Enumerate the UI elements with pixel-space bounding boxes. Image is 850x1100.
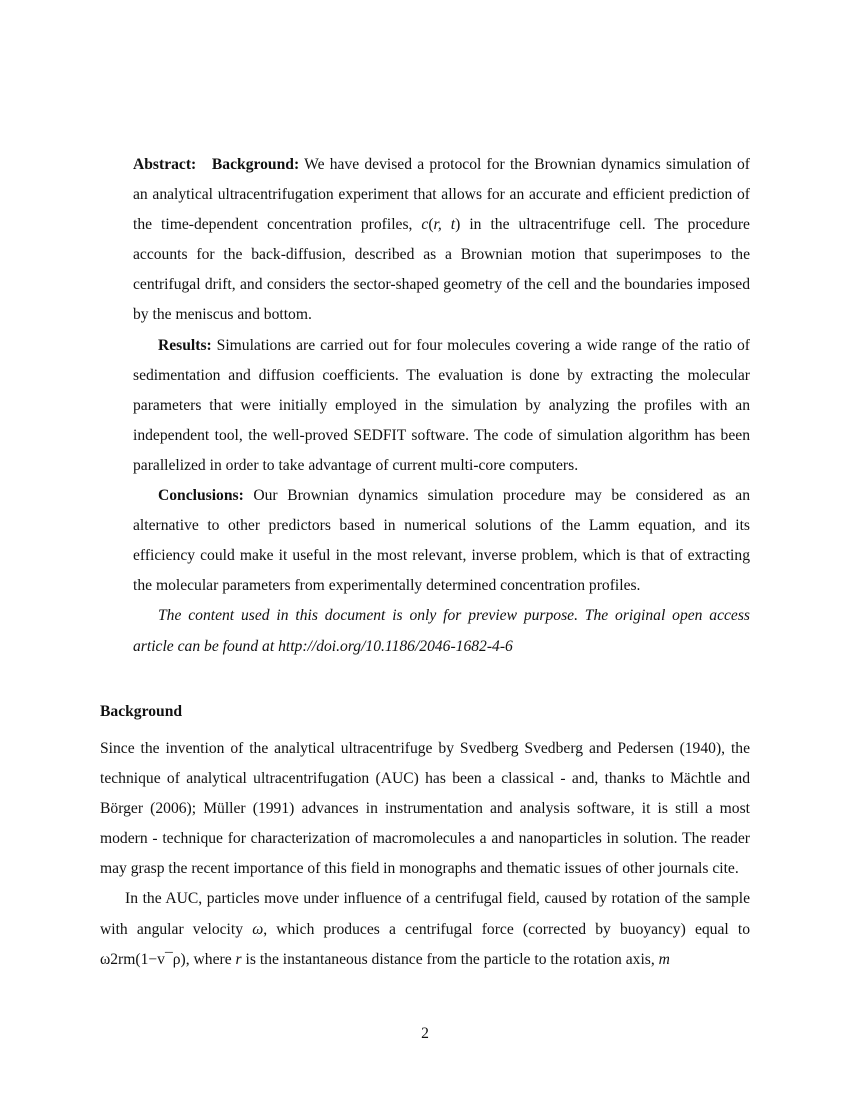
background-text-2: in the ultracentrifuge cell. The procedure accounts for the back-diffusion, described as a Brownian motion that superimposes to the centrifugal drift, and considers the sector-shaped geometry of the cell and the boundaries imposed by the meniscus and bottom. bbox=[133, 216, 750, 324]
omega-symbol: ω bbox=[252, 920, 264, 938]
background-section bbox=[100, 697, 750, 975]
abstract-results bbox=[133, 331, 750, 481]
preview-note: The content used in this document is only for preview purpose. The original open access article can be found at http://doi.org/10.1186/2046-1682-4-6 bbox=[133, 607, 750, 655]
section-title: Background bbox=[100, 703, 183, 720]
results-text: Simulations are carried out for four molecules covering a wide range of the ratio of sedimentation and diffusion coefficients. The evaluation is done by extracting the molecular parameters that were initially employed in the simulation by analyzing the profiles with an independent tool, the well-proved SEDFIT software. The code of simulation algorithm has been parallelized in order to take advantage of current multi-core computers. bbox=[133, 336, 750, 474]
results-label: Results: bbox=[158, 336, 212, 354]
abstract-background bbox=[133, 150, 750, 331]
concentration-args: r, t bbox=[433, 216, 456, 234]
centrifugal-formula: ω2rm(1−v¯ρ) bbox=[100, 950, 186, 968]
conclusions-text: Our Brownian dynamics simulation procedure may be considered as an alternative to other predictors based in numerical solutions of the Lamm equation, and its efficiency could make it useful in the most relevant, inverse problem, which is that of extracting the molecular parameters from experimentally determined concentration profiles. bbox=[133, 487, 750, 595]
r-symbol: r bbox=[235, 950, 242, 968]
concentration-symbol: c bbox=[421, 216, 429, 234]
abstract bbox=[133, 150, 750, 662]
background-text-1: We have devised a protocol for the Brownian dynamics simulation of an analytical ultracentrifugation experiment that allows for an accurate and efficient prediction of the time-dependent concentration profiles, bbox=[133, 156, 750, 234]
concentration-args-wrap: (r, t) bbox=[428, 216, 461, 234]
abstract-conclusions bbox=[133, 481, 750, 601]
background-label: Background: bbox=[211, 156, 300, 173]
conclusions-label: Conclusions: bbox=[158, 487, 244, 505]
section-paragraph-2: In the AUC, particles move under influence of a centrifugal field, caused by rotation of the sample with angular velocity ω, which produces a centrifugal force (corrected by buoyancy) equal to ω2rm(1−v¯ρ), where r is the instantaneous distance from the particle to the rotation axis, m bbox=[100, 890, 751, 968]
m-symbol: m bbox=[658, 950, 670, 968]
page-number: 2 bbox=[421, 1025, 429, 1042]
abstract-label: Abstract: bbox=[133, 156, 197, 173]
section-paragraph-1: Since the invention of the analytical ultracentrifuge by Svedberg Svedberg and Pedersen (1940), the technique of analytical ultracentrifugation (AUC) has been a classical - and, thanks to Mächtle and Börger (2006); Müller (1991) advances in instrumentation and analysis software, it is still a most modern - technique for characterization of macromolecules a and nanoparticles in solution. The reader may grasp the recent importance of this field in monographs and thematic issues of other journals cite. bbox=[100, 740, 750, 878]
